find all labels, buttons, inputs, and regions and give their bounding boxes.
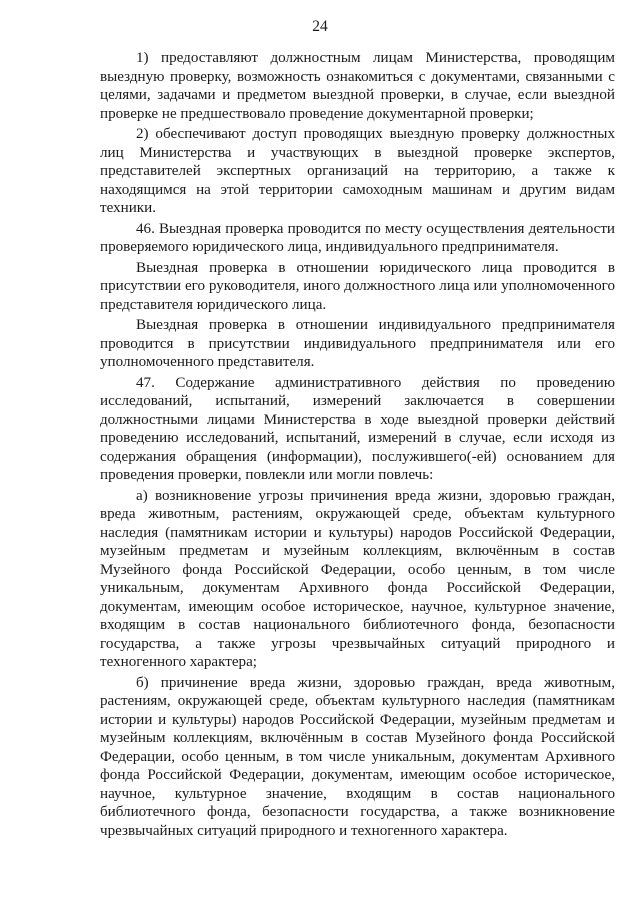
paragraph-item-b: б) причинение вреда жизни, здоровью граждан, вреда животным, растениям, окружающей среде, объектам культурного наследия (памятникам истории и культуры) народов Российской Федерации, музейным предметам и музейным коллекциям, включённым в состав Музейного фонда Российской Федерации, особо ценным, в том числе уникальным, документам Архивного фонда Российской Федерации, документам, имеющим особое историческое, научное, культурное значение, входящим в состав национального библиотечного фонда, безопасности государства, а также возникновение чрезвычайных ситуаций природного и техногенного характера. [100, 674, 615, 839]
paragraph-legal-entity-inspection: Выездная проверка в отношении юридического лица проводится в присутствии его руководителя, иного должностного лица или уполномоченного представителя юридического лица. [100, 259, 615, 313]
paragraph-clause-1: 1) предоставляют должностным лицам Министерства, проводящим выездную проверку, возможность ознакомиться с документами, связанными с целями, задачами и предметом выездной проверки, в случае, если выездной проверке не предшествовало проведение документарной проверки; [100, 50, 615, 122]
document-body [100, 49, 615, 842]
paragraph-47: 47. Содержание административного действия по проведению исследований, испытаний, измерений заключается в совершении должностными лицами Министерства в ходе выездной проверки действий проведению исследований, испытаний, измерений в случае, если исходя из содержания обращения (информации), послужившего(-ей) основанием для проведения проверки, повлекли или могли повлечь: [100, 374, 615, 483]
paragraph-entrepreneur-inspection: Выездная проверка в отношении индивидуального предпринимателя проводится в присутствии индивидуального предпринимателя или его уполномоченного представителя. [100, 317, 615, 370]
paragraph-46: 46. Выездная проверка проводится по месту осуществления деятельности проверяемого юридического лица, индивидуального предпринимателя. [100, 220, 615, 255]
paragraph-clause-2: 2) обеспечивают доступ проводящих выездную проверку должностных лиц Министерства и участвующих в выездной проверке экспертов, представителей экспертных организаций на территорию, а также к находящимся на этой территории самоходным машинам и другим видам техники. [100, 126, 615, 216]
paragraph-item-a: а) возникновение угрозы причинения вреда жизни, здоровью граждан, вреда животным, растениям, окружающей среде, объектам культурного наследия (памятникам истории и культуры) народов Российской Федерации, музейным предметам и музейным коллекциям, включённым в состав Музейного фонда Российской Федерации, особо ценным, в том числе уникальным, документам Архивного фонда Российской Федерации, документам, имеющим особое историческое, научное, культурное значение, входящим в состав национального библиотечного фонда, безопасности государства, а также угрозы чрезвычайных ситуаций природного и техногенного характера; [100, 487, 615, 670]
page-number: 24 [312, 18, 328, 35]
